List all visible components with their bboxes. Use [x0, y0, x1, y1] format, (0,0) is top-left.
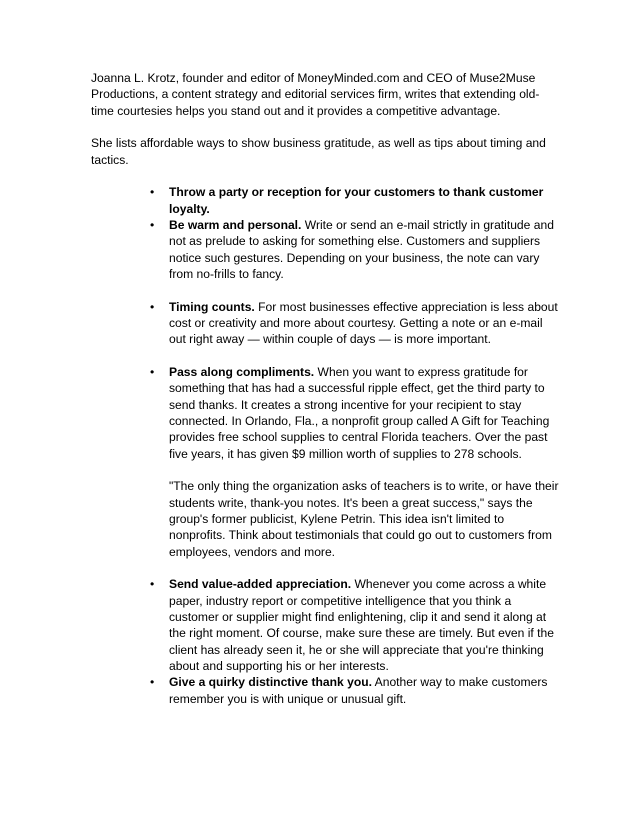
bullet-icon: • [150, 365, 155, 380]
item-title: Pass along compliments. [169, 365, 315, 380]
item-quote: "The only thing the organization asks of teachers is to write, or have their students write, thank-you notes. It's been a great success," says the group's former publicist, Kylene Petrin. This idea isn't limited to nonprofits. Think about testimonials that could go out to customers from employees, vendors and more. [169, 479, 559, 559]
bullet-icon: • [150, 185, 155, 200]
item-title: Timing counts. [169, 299, 255, 314]
item-title: Be warm and personal. [169, 218, 302, 233]
bullet-icon: • [150, 577, 155, 592]
intro-paragraph-1: Joanna L. Krotz, founder and editor of MoneyMinded.com and CEO of Muse2Muse Productions, a content strategy and editorial services firm, writes that extending old-time courtesies helps you stand out and it provides a competitive advantage. [91, 71, 540, 118]
document-page [91, 70, 561, 707]
bullet-icon: • [150, 299, 155, 314]
item-body: Another way to make customers remember you is with unique or unusual gift. [169, 675, 548, 706]
gratitude-tips-list [91, 184, 561, 706]
list-item [150, 674, 561, 707]
intro-paragraph-2: She lists affordable ways to show business gratitude, as well as tips about timing and tactics. [91, 136, 546, 167]
bullet-icon: • [150, 675, 155, 690]
item-body: Whenever you come across a white paper, industry report or competitive intelligence that you think a customer or supplier might find enlightening, clip it and send it along at the right moment. Of course, make sure these are timely. But even if the client has already seen it, he or she will appreciate that you're thinking about and supporting his or her interests. [169, 577, 554, 673]
list-item [150, 576, 561, 674]
list-item [150, 299, 561, 348]
item-body: When you want to express gratitude for something that has had a successful ripple effect, get the third party to send thanks. It creates a strong incentive for your recipient to stay connected. In Orlando, Fla., a nonprofit group called A Gift for Teaching provides free school supplies to central Florida teachers. Over the past five years, it has given $9 million worth of supplies to 278 schools. [169, 365, 550, 461]
item-title: Give a quirky distinctive thank you. [169, 675, 372, 690]
item-title: Send value-added appreciation. [169, 577, 352, 592]
bullet-icon: • [150, 218, 155, 233]
list-item [150, 184, 561, 217]
item-title: Throw a party or reception for your customers to thank customer loyalty. [169, 185, 544, 216]
item-body: Write or send an e-mail strictly in gratitude and not as prelude to asking for something else. Customers and suppliers notice such gestures. Depending on your business, the note can vary from no-frills to fancy. [169, 218, 554, 281]
list-item [150, 217, 561, 282]
item-body: For most businesses effective appreciation is less about cost or creativity and more about courtesy. Getting a note or an e-mail out right away — within couple of days — is more important. [169, 299, 558, 347]
list-item [150, 364, 561, 560]
